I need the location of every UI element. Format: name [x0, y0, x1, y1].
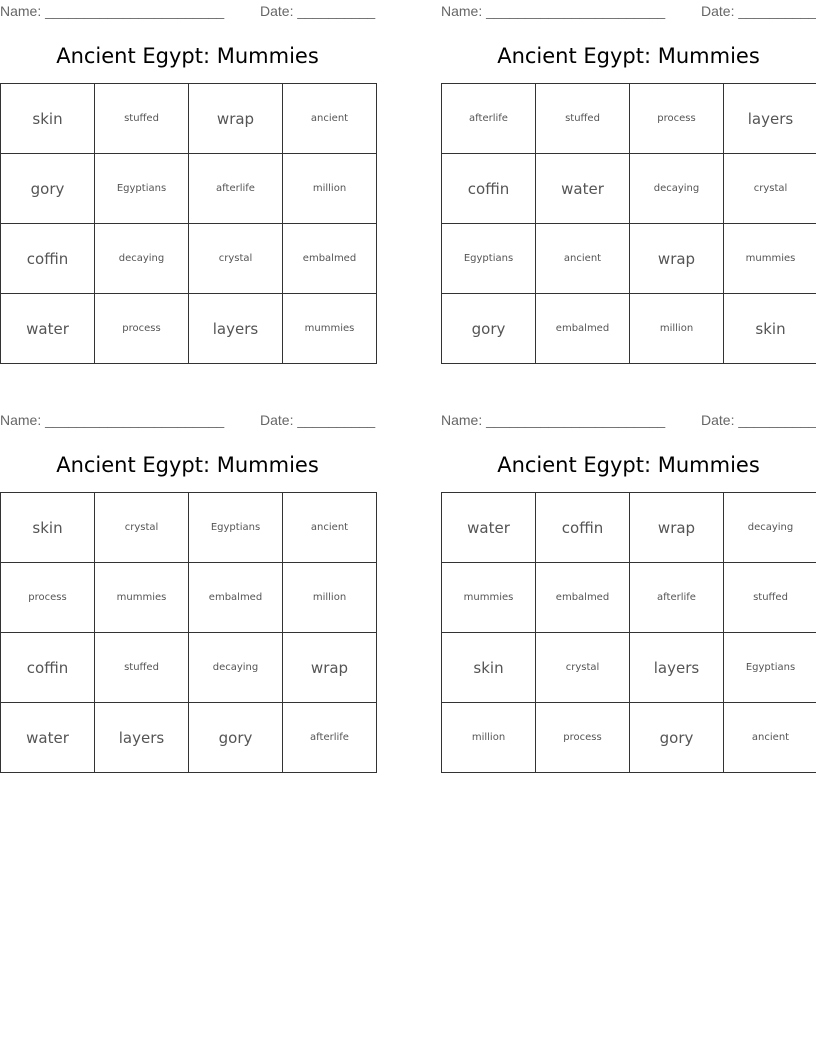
grid-cell: million — [283, 563, 377, 633]
grid-cell: million — [283, 154, 377, 224]
grid-cell: process — [536, 703, 630, 773]
grid-cell: water — [1, 703, 95, 773]
name-line: Name: _______________________ — [441, 412, 666, 428]
grid-cell: layers — [189, 294, 283, 364]
bingo-grid — [441, 492, 816, 773]
grid-row — [1, 154, 377, 224]
grid-cell: Egyptians — [724, 633, 816, 703]
bingo-grid — [0, 83, 377, 364]
grid-cell: gory — [442, 294, 536, 364]
grid-row — [1, 84, 377, 154]
grid-row — [442, 563, 816, 633]
bingo-card — [0, 0, 375, 365]
grid-row — [442, 154, 816, 224]
grid-cell: decaying — [630, 154, 724, 224]
name-date-row — [441, 2, 816, 20]
grid-cell: gory — [1, 154, 95, 224]
grid-cell: coffin — [442, 154, 536, 224]
date-line: Date: __________ — [701, 3, 816, 19]
grid-cell: mummies — [95, 563, 189, 633]
grid-cell: stuffed — [95, 84, 189, 154]
grid-cell: crystal — [95, 493, 189, 563]
grid-cell: crystal — [189, 224, 283, 294]
bingo-grid — [0, 492, 377, 773]
card-title: Ancient Egypt: Mummies — [497, 453, 760, 477]
grid-cell: Egyptians — [95, 154, 189, 224]
grid-cell: mummies — [724, 224, 816, 294]
grid-cell: mummies — [442, 563, 536, 633]
grid-cell: Egyptians — [442, 224, 536, 294]
grid-row — [442, 633, 816, 703]
name-line: Name: _______________________ — [441, 3, 666, 19]
name-date-row — [441, 411, 816, 429]
grid-cell: ancient — [724, 703, 816, 773]
grid-row — [1, 703, 377, 773]
grid-cell: stuffed — [724, 563, 816, 633]
grid-cell: wrap — [189, 84, 283, 154]
grid-cell: crystal — [724, 154, 816, 224]
grid-cell: skin — [442, 633, 536, 703]
grid-row — [1, 493, 377, 563]
grid-cell: water — [536, 154, 630, 224]
grid-cell: process — [95, 294, 189, 364]
grid-cell: mummies — [283, 294, 377, 364]
grid-cell: wrap — [283, 633, 377, 703]
grid-cell: million — [442, 703, 536, 773]
grid-cell: Egyptians — [189, 493, 283, 563]
grid-row — [442, 224, 816, 294]
grid-cell: decaying — [95, 224, 189, 294]
grid-row — [1, 563, 377, 633]
grid-row — [1, 633, 377, 703]
grid-cell: coffin — [536, 493, 630, 563]
grid-row — [1, 224, 377, 294]
grid-cell: embalmed — [536, 294, 630, 364]
grid-cell: wrap — [630, 224, 724, 294]
grid-cell: afterlife — [630, 563, 724, 633]
name-line: Name: _______________________ — [0, 412, 225, 428]
card-title: Ancient Egypt: Mummies — [497, 44, 760, 68]
grid-cell: layers — [724, 84, 816, 154]
grid-cell: skin — [724, 294, 816, 364]
name-date-row — [0, 411, 375, 429]
grid-cell: ancient — [283, 84, 377, 154]
grid-cell: afterlife — [442, 84, 536, 154]
card-title: Ancient Egypt: Mummies — [56, 453, 319, 477]
grid-cell: million — [630, 294, 724, 364]
date-line: Date: __________ — [260, 412, 376, 428]
card-title: Ancient Egypt: Mummies — [56, 44, 319, 68]
grid-cell: process — [1, 563, 95, 633]
grid-cell: crystal — [536, 633, 630, 703]
name-line: Name: _______________________ — [0, 3, 225, 19]
grid-cell: layers — [630, 633, 724, 703]
grid-row — [442, 294, 816, 364]
grid-cell: gory — [630, 703, 724, 773]
grid-cell: embalmed — [536, 563, 630, 633]
name-date-row — [0, 2, 375, 20]
grid-cell: water — [442, 493, 536, 563]
grid-cell: ancient — [536, 224, 630, 294]
bingo-grid — [441, 83, 816, 364]
grid-cell: process — [630, 84, 724, 154]
grid-cell: water — [1, 294, 95, 364]
grid-cell: decaying — [724, 493, 816, 563]
date-line: Date: __________ — [701, 412, 816, 428]
bingo-card — [441, 0, 816, 365]
grid-cell: coffin — [1, 633, 95, 703]
grid-cell: gory — [189, 703, 283, 773]
bingo-card — [441, 409, 816, 774]
bingo-card — [0, 409, 375, 774]
grid-cell: coffin — [1, 224, 95, 294]
grid-cell: embalmed — [283, 224, 377, 294]
grid-cell: skin — [1, 84, 95, 154]
grid-row — [442, 493, 816, 563]
grid-row — [442, 703, 816, 773]
grid-cell: layers — [95, 703, 189, 773]
grid-row — [1, 294, 377, 364]
grid-cell: skin — [1, 493, 95, 563]
grid-row — [442, 84, 816, 154]
grid-cell: ancient — [283, 493, 377, 563]
date-line: Date: __________ — [260, 3, 376, 19]
grid-cell: stuffed — [536, 84, 630, 154]
grid-cell: stuffed — [95, 633, 189, 703]
grid-cell: decaying — [189, 633, 283, 703]
grid-cell: afterlife — [189, 154, 283, 224]
grid-cell: embalmed — [189, 563, 283, 633]
grid-cell: afterlife — [283, 703, 377, 773]
grid-cell: wrap — [630, 493, 724, 563]
